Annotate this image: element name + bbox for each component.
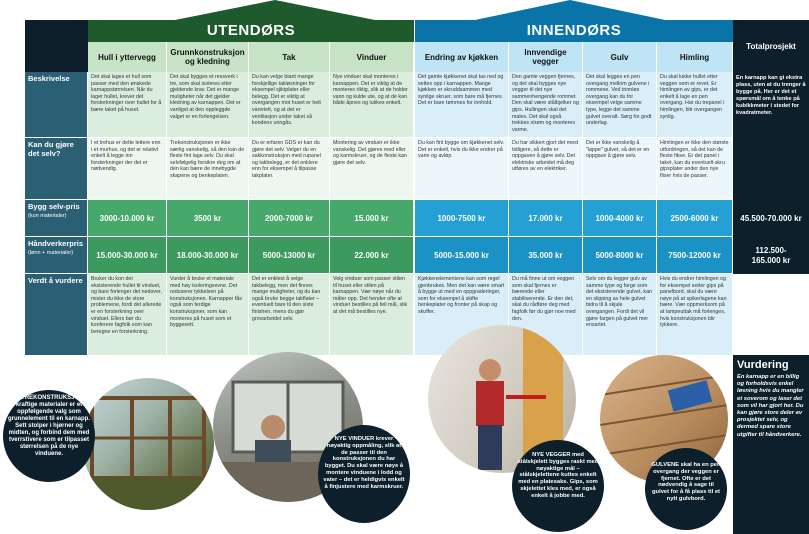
col-header-grunnkonstruksjon: Grunnkonstruksjon og kledning — [167, 42, 249, 72]
vurdering-box — [733, 355, 809, 534]
caption-vegger: NYE VEGGER med stålskjelett bygges raskt med nøyaktige mål – stålskjelettene kuttes enkelt med en platesaks. Gips, som skjelettet kles med, er også enkelt å jobbe med. — [517, 452, 599, 499]
cell-verdt-kjokken: Kjøkkenelementene kan som regel gjenbrukes. Men det kan være smart å bygge ut med en oppgraderinger, som for eksempel å skifte benkeplater og fronter på skap og skuffer. — [415, 274, 509, 356]
cell-verdt-himling: Hvis du endrer himlingen og for eksempel setter gips på panelbord, skal du være nøye på at spikerlagene kan bære. Vær oppmerksom på at lampeuttak må forlenges, hvis konstruksjonen blir tykkere. — [657, 274, 733, 356]
price-hand-tak: 5000-13000 kr — [249, 237, 330, 274]
cell-verdt-vegger: Du må finne ut om veggen som skal fjernes er bærende eller stabiliserende. Er den det, skal du rådføre deg med fagfolk før du gjør noe med den. — [509, 274, 583, 356]
row-label-gjore-selv: Kan du gjøre det selv? — [25, 138, 87, 200]
cell-beskrivelse-himling: Du skal lukke hullet etter veggen som er revet. Er himlingen av gips, er det enkelt å lage en pen overgang. Har du trepanel i himlingen, blir overgangen synlig. — [657, 72, 733, 138]
col-header-total: Totalprosjekt — [733, 20, 809, 72]
price-hand-hull: 15.000-30.000 kr — [88, 237, 167, 274]
price-selv-kjokken: 1000-7500 kr — [415, 200, 509, 237]
vurdering-text: En karnapp er en billig og forholdsvis enkel løsning hvis du mangler et soverom og laser det som vil har gjort her. Du kan gjøre store deler av prosjektet selv, og dermed spare store utgifter til håndverkere. — [737, 374, 804, 438]
row-label-beskrivelse: Beskrivelse — [25, 72, 87, 138]
window-frame-illustration — [82, 378, 214, 510]
cell-selv-himling: Himlingen er ikke den største utfordringen, så det kan de fleste fikse. Er det panel i taket, kan du eventuelt skru gipsplater under den nye fliser hvis de passer. — [657, 138, 733, 200]
indoor-header-peak — [475, 0, 665, 20]
price-hand-total: 112.500-165.000 kr — [733, 237, 809, 274]
cell-beskrivelse-grunn: Det skal bygges et ressverk i tre, som skal isoleres etter gjeldende krav. Det er mange muligheter når det gjelder kledning av karnappen. Det er vanligst at den oppleggde valget er en forlengelsen. — [167, 72, 249, 138]
indoor-banner: INNENDØRS — [415, 20, 733, 42]
col-header-hull: Hull i yttervegg — [88, 42, 167, 72]
cell-beskrivelse-kjokken: Det gamle kjøkkenet skal tas ned og settes opp i karnappen. Mange kjøkken er skruddsammen med synlige skruer, som bare må fjernes. Det er bare tømmes for innhold. — [415, 72, 509, 138]
price-hand-himling: 7500-12000 kr — [657, 237, 733, 274]
corner-block — [25, 20, 88, 72]
price-selv-vinduer: 15.000 kr — [330, 200, 414, 237]
price-selv-tak: 2000-7000 kr — [249, 200, 330, 237]
cell-selv-kjokken: Du kan fint bygge om kjøkkenet selv. Det er enkelt, hvis du ikke endrer på vann og avløp. — [415, 138, 509, 200]
price-selv-grunn: 3500 kr — [167, 200, 249, 237]
cell-verdt-vinduer: Velg vinduer som passer stilen til huset eller stilen på karnappen. Vær nøye når du måler opp. Det hender ofte at vinduer bestilles på feil mål, slik at det må bestilles nye. — [330, 274, 414, 356]
price-selv-total: 45.500-70.000 kr — [733, 200, 809, 237]
cell-verdt-grunn: Vurder å bruke et materiale med høy isoleringsevne. Det reduserer tykkelsen på konstruksjonen. Karnapper fås også som ferdige konstruksjoner, som kan monteres på huset som et byggesett. — [167, 274, 249, 356]
cell-verdt-tak: Det er enklest å velge takbelegg, men det finnes mange muligheter, og du kan også bruke begge takflater – eventuelt bare til den siste finishen, mens du gjør grovarbeidet selv. — [249, 274, 330, 356]
cell-selv-tak: Du er erfaren GDS er kan du gjøre det selv. Velger du en sakkonstruksjon med rupanel og takbelegg, er det enklere enn for eksempel å tilpasse takplater. — [249, 138, 330, 200]
col-header-kjokken: Endring av kjøkken — [415, 42, 509, 72]
price-selv-himling: 2500-6000 kr — [657, 200, 733, 237]
price-hand-kjokken: 5000-15.000 kr — [415, 237, 509, 274]
price-selv-gulv: 1000-4000 kr — [583, 200, 657, 237]
row-label-handverker: Håndverkerpris (lønn + materialer) — [25, 237, 87, 274]
cell-selv-grunn: Trekonstruksjonen er ikke særlig vanskelig, så den kan de fleste fint lage selv. Du skal selvfølgelig forsikre deg om at den kan bære de innebygde skapene og benkeplaten. — [167, 138, 249, 200]
caption-gulvene: GULVENE skal ha en pen overgang der veggen er fjernet. Ofte er det nødvendig å sage til gulvet for å få plass til et nytt gulvbord. — [651, 462, 721, 502]
col-header-vegger: Innvendige vegger — [509, 42, 583, 72]
cell-selv-hull: I et trehus er dette lettere enn i et murhus, og det er relativt enkelt å legge inn forsterkninger der det er nødvendig. — [88, 138, 167, 200]
cell-verdt-gulv: Selv om du legger gulv av samme type og farge som det eksisterende gulvet, kan en slipping av hele gulvet bidra til å skjule overgangen. Fordi det vil gjøre fargen på gulvet mer ensartet. — [583, 274, 657, 356]
cell-selv-vinduer: Montering av vinduer er ikke vanskelig. Det gjøres med eller og karmskruer, og de fleste kan gjøre det selv. — [330, 138, 414, 200]
cell-selv-gulv: Det er ikke vanskelig å "lappe" gulvet, så det er en oppgave å gjøre selv. — [583, 138, 657, 200]
caption-vinduer: NYE VINDUER krever nøyaktig oppmåling, slik at de passer til den konstruksjonen du har bygget. Du skal være nøye å montere vinduene i lodd og vater – det er heldigvis enkelt å finjustere med karmskruer. — [323, 436, 405, 490]
price-selv-vegger: 17.000 kr — [509, 200, 583, 237]
col-header-himling: Himling — [657, 42, 733, 72]
col-header-tak: Tak — [249, 42, 330, 72]
photo-trekonstruksjon — [82, 378, 214, 510]
price-hand-vinduer: 22.000 kr — [330, 237, 414, 274]
caption-trekonstruksjon: EN TREKONSTRUKSJON i kraftige materialer er et oppfølgende valg som grunnelement til en karnapp. Sett stolper i hjørner og midten, og forbind dem med tverrstivere som er tilpasset størrelsen på de nye vinduene. — [8, 395, 91, 457]
row-label-selvpris: Bygg selv-pris (kun materialer) — [25, 200, 87, 237]
cell-beskrivelse-vegger: Den gamle veggen fjernes, og det skal bygges nye vegger til det nye sammenhengende rommet. Den skal være stålbjelker og gips. Hullingen skal det males. Det skal også trekkes strøm og monteres varme. — [509, 72, 583, 138]
price-hand-vegger: 35.000 kr — [509, 237, 583, 274]
price-hand-grunn: 18.000-30.000 kr — [167, 237, 249, 274]
cell-selv-total — [733, 138, 809, 200]
row-label-verdt: Verdt å vurdere — [25, 274, 87, 356]
col-header-gulv: Gulv — [583, 42, 657, 72]
cell-selv-vegger: Du har sikkert gjort det mest tidligere, så dette er oppgaven å gjøre selv. Det elektriske arbeidet må deg utføres av en elektriker. — [509, 138, 583, 200]
cell-beskrivelse-total: En karnapp kan gi ekstra plass, uten at du trenger å bygge på. Her er det et spørsmål om å tenke på kubikkmeter i stedet for kvadratmeter. — [733, 72, 809, 138]
cell-beskrivelse-hull: Det skal lages et hull som passer med den ønskede karnappstørrelsen. Når du lager hullet, krever det forsterkninger over hullet for å bære taket på huset. — [88, 72, 167, 138]
cell-verdt-hull: Bruker du kon det eksisterende hullet til vinduet, og bare forlenger det nedover, mister du ikke de store problemene, fordi det allerede er en forsterkning over vinduet. Ellers bør du konferere fagfolk som kan beregne en forsterkning. — [88, 274, 167, 356]
price-selv-hull: 3000-10.000 kr — [88, 200, 167, 237]
outdoor-banner: UTENDØRS — [88, 20, 414, 42]
cell-beskrivelse-tak: Du kan velge blant mange forskjellige takløsninger for eksempel sjiktplater eller belegg. Det er viktig at overgangen mot huset er helt vanntett, og at det er ventilasjon under taket så kondens unngås. — [249, 72, 330, 138]
cell-beskrivelse-gulv: Det skal legges en pen overgang mellom gulvene i rommene. Ved trinnløs overgang kan du for eksempel velge samme type, legge det samme gulvet overalt. Sørg for godt underlag. — [583, 72, 657, 138]
col-header-vinduer: Vinduer — [330, 42, 414, 72]
vurdering-title: Vurdering — [737, 359, 789, 371]
cell-beskrivelse-vinduer: Nye vinduer skal monteres i karnappen. Det er viktig at de monteres riktig, slik at de holder vann og kulde ute, og at de kan både åpnes og lukkes enkelt. — [330, 72, 414, 138]
outdoor-header-peak — [175, 0, 375, 20]
price-hand-gulv: 5000-8000 kr — [583, 237, 657, 274]
